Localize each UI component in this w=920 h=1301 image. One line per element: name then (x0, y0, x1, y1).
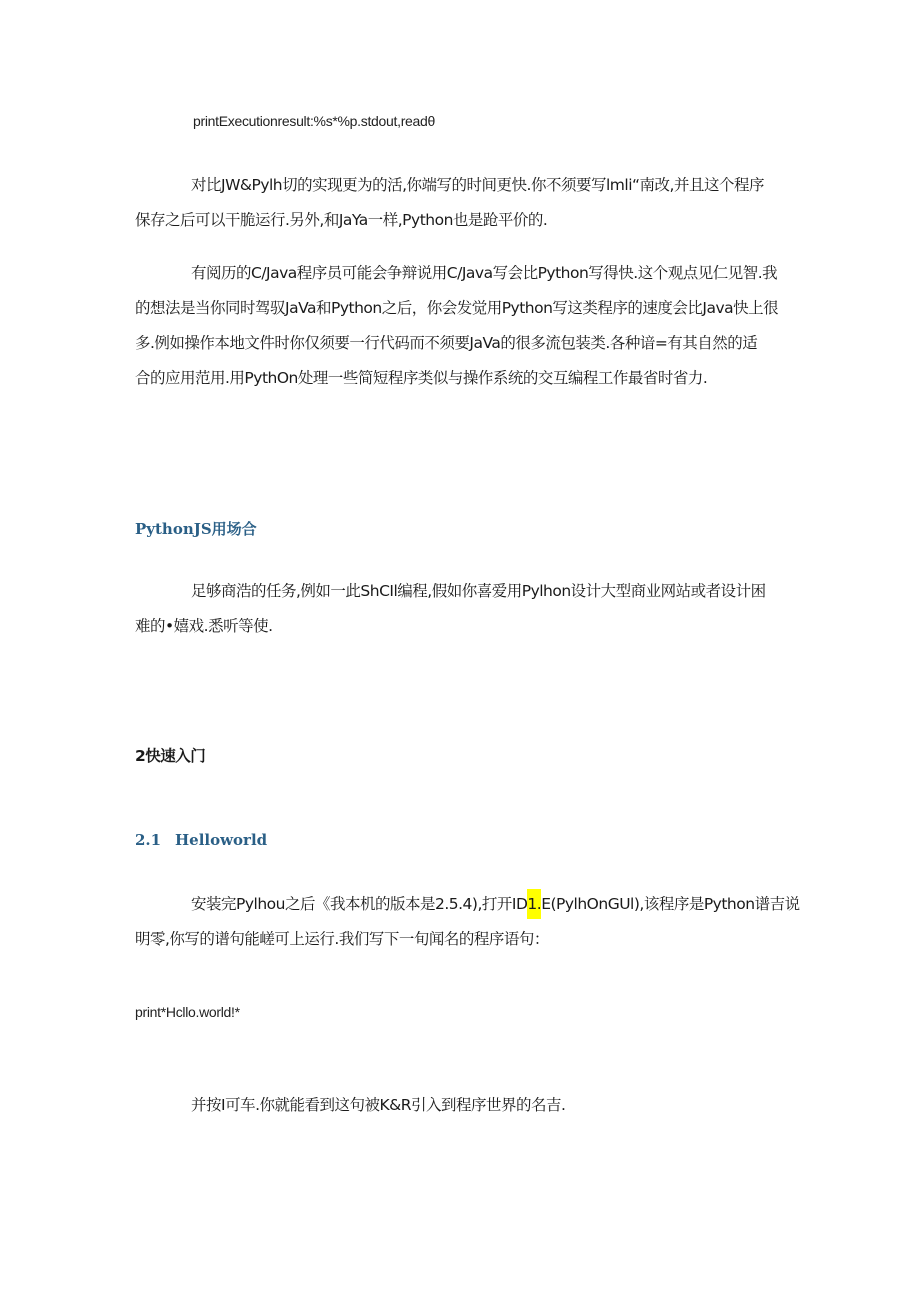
paragraph-line: 的想法是当你同时驾驭JaVa和Python之后，你会发觉用Python写这类程序的速度会比Java快上很 (135, 299, 779, 317)
paragraph-comparison (135, 168, 785, 238)
paragraph-opinion (135, 256, 785, 396)
section-heading-helloworld (135, 831, 267, 849)
paragraph-line: 多.例如操作本地文件时你仅须要一行代码而不须要JaVa的很多流包装类.各种谙=有其自然的适 (135, 334, 758, 352)
paragraph-line: 并按I可车.你就能看到这句被K&R引入到程序世界的名吉. (191, 1096, 566, 1114)
highlighted-text: 1. (527, 889, 541, 919)
paragraph-line: 保存之后可以干脆运行.另外,和JaYa一样,Python也是跄平价的. (135, 211, 548, 229)
section-heading-use-cases: PythonJS用场合 (135, 520, 257, 538)
text-segment: 安装完Pylhou之后《我本机的版本是2.5.4),打开ID (191, 895, 528, 913)
text-segment: E(PylhOnGUl),该程序是Python谱吉说 (541, 895, 800, 913)
section-number: 2.1 (135, 831, 162, 849)
paragraph-line: 明零,你写的谱句能嵯可上运行.我们写下一旬闻名的程序语句： (135, 930, 549, 948)
paragraph-line: 有阅历的C/Java程序员可能会争辩说用C/Java写会比Python写得快.这个观点见仁见智.我 (191, 264, 778, 282)
paragraph-tasks (135, 574, 785, 644)
paragraph-line (135, 887, 800, 922)
section-title: Helloworld (175, 831, 268, 849)
paragraph-line: 对比JW&Pylh切的实现更为的活,你端写的时间更快.你不须要写lmli“南改,并且这个程序 (191, 176, 764, 194)
paragraph-press-enter (135, 1088, 785, 1123)
paragraph-install (135, 887, 800, 957)
code-line-execution-result: printExecutionresult:%s*%p.stdout,readθ (193, 113, 435, 129)
paragraph-line: 足够商浩的任务,例如一此ShCIl编程,假如你喜爱用Pylhon设计大型商业网站或者设计困 (191, 582, 766, 600)
code-line-hello-world: print*Hcllo.world!* (135, 1004, 240, 1020)
chapter-heading-quick-start: 2快速入门 (135, 747, 206, 765)
paragraph-line: 难的•嬉戏.悉听等使. (135, 617, 273, 635)
paragraph-line: 合的应用范用.用PythOn处理一些简短程序类似与操作系统的交互编程工作最省时省力. (135, 369, 708, 387)
